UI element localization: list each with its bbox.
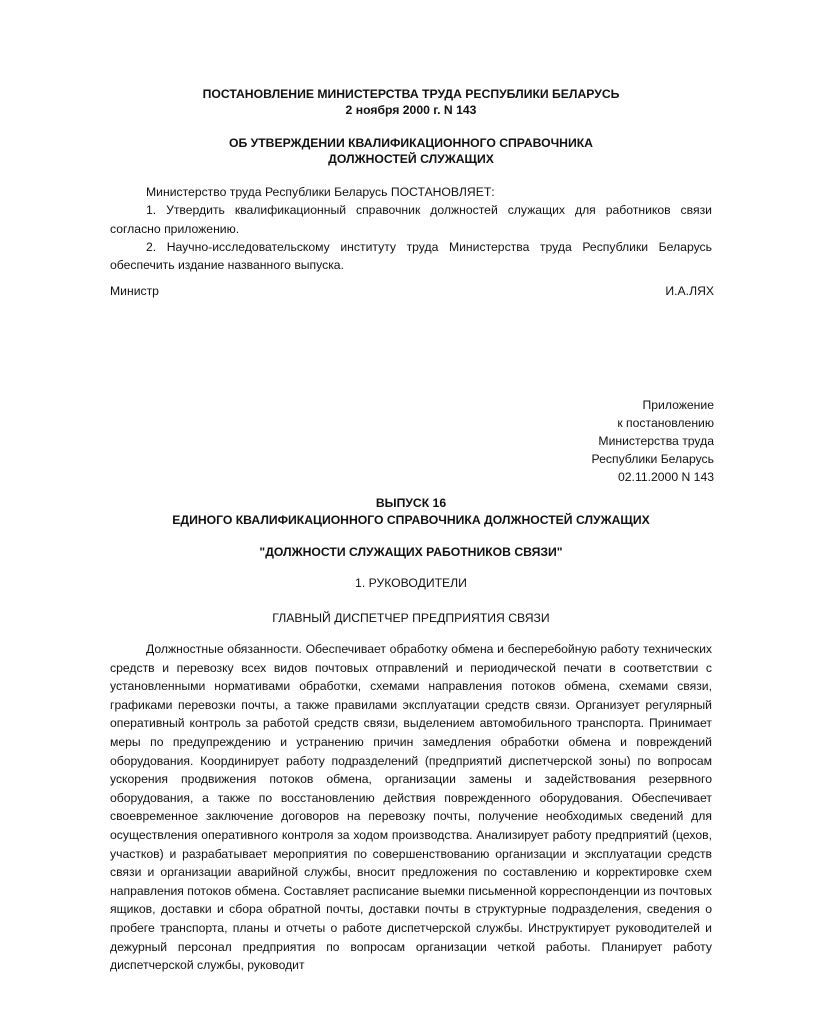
signature-name: И.А.ЛЯХ: [665, 284, 714, 298]
issue-name: ЕДИНОГО КВАЛИФИКАЦИОННОГО СПРАВОЧНИКА ДОЛЖНОСТЕЙ СЛУЖАЩИХ: [172, 513, 650, 527]
resolution-block: [110, 183, 712, 274]
decree-date: 2 ноября 2000 г. N 143: [345, 103, 477, 117]
appendix-line-2: к постановлению: [617, 416, 714, 430]
appendix-line-1: Приложение: [642, 398, 714, 412]
decree-subject-line2: ДОЛЖНОСТЕЙ СЛУЖАЩИХ: [328, 152, 494, 166]
appendix-line-3: Министерства труда: [598, 434, 714, 448]
resolution-intro: Министерство труда Республики Беларусь ПОСТАНОВЛЯЕТ:: [146, 185, 495, 199]
decree-title: ПОСТАНОВЛЕНИЕ МИНИСТЕРСТВА ТРУДА РЕСПУБЛИКИ БЕЛАРУСЬ: [202, 87, 620, 101]
signature-position: Министр: [110, 284, 159, 298]
position-title: ГЛАВНЫЙ ДИСПЕТЧЕР ПРЕДПРИЯТИЯ СВЯЗИ: [272, 611, 550, 625]
section-title: "ДОЛЖНОСТИ СЛУЖАЩИХ РАБОТНИКОВ СВЯЗИ": [259, 545, 563, 559]
issue-number: ВЫПУСК 16: [375, 496, 447, 510]
resolution-item-2: 2. Научно-исследовательскому институту труда Министерства труда Республики Беларусь обеспечить издание названного выпуска.: [110, 239, 712, 273]
resolution-item-1: 1. Утвердить квалификационный справочник должностей служащих для работников связи согласно приложению.: [110, 203, 712, 236]
duties-paragraph: Должностные обязанности. Обеспечивает обработку обмена и бесперебойную работу технических средств и перевозку всех видов почтовых отправлений и периодической печати в соответствии с установленными нормативами обработки, схемами направления потоков обмена, схемами связи, графиками перевозки почты, а также правилами эксплуатации средств связи. Организует регулярный оперативный контроль за работой средств связи, выделением автомобильного транспорта. Принимает меры по предупреждению и устранению причин замедления обработки обмена и повреждений оборудования. Координирует работу подразделений (предприятий диспетчерской зоны) по вопросам ускорения продвижения потоков обмена, организации замены и задействования резервного оборудования, а также по восстановлению действия поврежденного оборудования. Обеспечивает своевременное заключение договоров на перевозку почты, получение необходимых сведений для осуществления оперативного контроля за ходом производства. Анализирует работу предприятий (цехов, участков) и разрабатывает мероприятия по совершенствованию организации и эксплуатации средств связи и организации аварийной службы, вносит предложения по составлению и корректировке схем направления потоков обмена. Составляет расписание выемки письменной корреспонденции из почтовых ящиков, доставки и сбора обратной почты, доставки почты в структурные подразделения, сведения о пробеге транспорта, планы и отчеты о работе диспетчерской службы. Инструктирует руководителей и дежурный персонал предприятия по вопросам организации четкой работы. Планирует работу диспетчерской службы, руководит: [110, 642, 712, 973]
appendix-line-4: Республики Беларусь: [591, 452, 714, 466]
chapter-title: 1. РУКОВОДИТЕЛИ: [355, 576, 467, 590]
appendix-line-5: 02.11.2000 N 143: [618, 470, 714, 484]
decree-subject-line1: ОБ УТВЕРЖДЕНИИ КВАЛИФИКАЦИОННОГО СПРАВОЧНИКА: [229, 136, 593, 150]
appendix-reference: [454, 396, 714, 486]
